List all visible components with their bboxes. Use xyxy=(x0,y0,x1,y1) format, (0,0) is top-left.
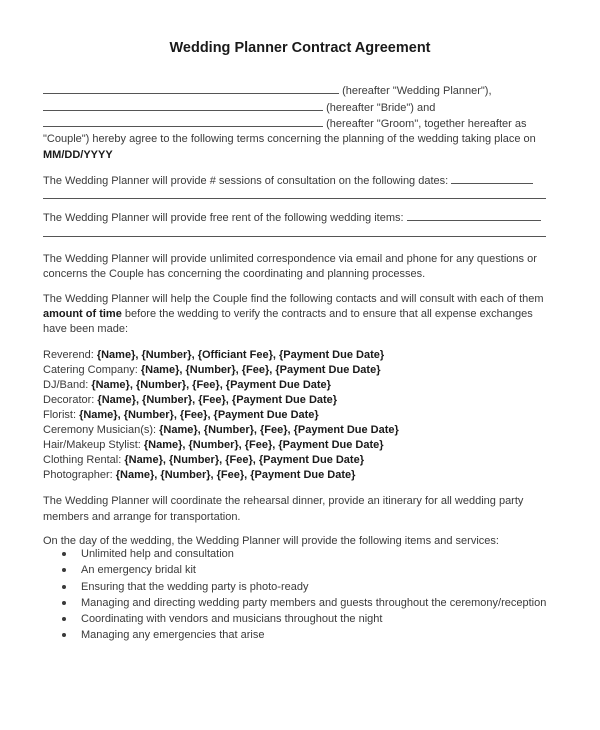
contact-label: Catering Company: xyxy=(43,364,138,376)
contact-label: Reverend: xyxy=(43,349,94,361)
correspondence-line-2: concerns the Couple has concerning the coordinating and planning processes. xyxy=(43,268,426,280)
rehearsal-line-2: members and arrange for transportation. xyxy=(43,511,241,523)
contact-decorator xyxy=(43,393,337,407)
rent-items-blank[interactable] xyxy=(407,211,541,221)
contacts-intro-line-3: have been made: xyxy=(43,323,129,335)
contact-label: Decorator: xyxy=(43,394,95,406)
bride-name-blank[interactable] xyxy=(43,101,323,111)
bullet-icon xyxy=(62,617,66,621)
contact-photographer xyxy=(43,468,355,482)
contact-fields: {Name}, {Number}, {Fee}, {Payment Due Date} xyxy=(140,364,381,376)
services-list xyxy=(62,547,546,645)
contact-label: Ceremony Musician(s): xyxy=(43,424,157,436)
list-item xyxy=(62,596,546,612)
contact-clothing-rental xyxy=(43,453,364,467)
service-text: Coordinating with vendors and musicians throughout the night xyxy=(81,613,383,626)
bullet-icon xyxy=(62,633,66,637)
list-item xyxy=(62,563,546,579)
wedding-date-value: MM/DD/YYYY xyxy=(43,149,113,161)
contact-label: Hair/Makeup Stylist: xyxy=(43,439,141,451)
contact-fields: {Name}, {Number}, {Fee}, {Payment Due Date} xyxy=(124,454,364,466)
contact-fields: {Name}, {Number}, {Fee}, {Payment Due Date} xyxy=(159,424,399,436)
correspondence-line-1: The Wedding Planner will provide unlimited correspondence via email and phone for any questions or xyxy=(43,253,537,265)
contact-fields: {Name}, {Number}, {Fee}, {Payment Due Date} xyxy=(91,379,331,391)
document-title: Wedding Planner Contract Agreement xyxy=(169,40,431,56)
contact-fields: {Name}, {Number}, {Fee}, {Payment Due Date} xyxy=(115,469,356,481)
contact-fields: {Name}, {Number}, {Fee}, {Payment Due Date} xyxy=(79,409,319,421)
contacts-intro-line-1: The Wedding Planner will help the Couple find the following contacts and will consult with each of them xyxy=(43,293,544,305)
amount-of-time: amount of time xyxy=(43,308,122,320)
planner-suffix: (hereafter "Wedding Planner"), xyxy=(342,85,492,97)
bullet-icon xyxy=(62,552,66,556)
groom-line xyxy=(43,117,526,131)
list-item xyxy=(62,547,546,563)
service-text: Ensuring that the wedding party is photo-ready xyxy=(81,580,309,593)
list-item xyxy=(62,612,546,628)
list-item xyxy=(62,580,546,596)
contact-hair-makeup xyxy=(43,438,384,452)
contact-label: Photographer: xyxy=(43,469,113,481)
rent-text: The Wedding Planner will provide free rent of the following wedding items: xyxy=(43,212,404,224)
service-text: Unlimited help and consultation xyxy=(81,548,234,560)
contact-florist xyxy=(43,408,319,422)
bullet-icon xyxy=(62,585,66,589)
contact-reverend xyxy=(43,348,384,362)
bullet-icon xyxy=(62,568,66,572)
bride-suffix: (hereafter "Bride") and xyxy=(326,102,436,114)
planner-name-blank[interactable] xyxy=(43,84,339,94)
rehearsal-line-1: The Wedding Planner will coordinate the rehearsal dinner, provide an itinerary for all wedding party xyxy=(43,495,524,507)
planner-line xyxy=(43,84,492,98)
contacts-intro-rest: before the wedding to verify the contracts and to ensure that all expense exchanges xyxy=(121,308,533,320)
list-item xyxy=(62,628,546,644)
contact-catering xyxy=(43,363,381,377)
consultation-dates-blank[interactable] xyxy=(451,174,533,184)
day-of-intro: On the day of the wedding, the Wedding Planner will provide the following items and services: xyxy=(43,535,499,547)
contact-label: Clothing Rental: xyxy=(43,454,122,466)
service-text: Managing and directing wedding party members and guests throughout the ceremony/reception xyxy=(81,596,547,609)
contact-ceremony-musicians xyxy=(43,423,399,437)
contact-dj-band xyxy=(43,378,331,392)
consultation-line xyxy=(43,174,533,188)
rent-line xyxy=(43,211,541,225)
groom-name-blank[interactable] xyxy=(43,117,323,127)
service-text: An emergency bridal kit xyxy=(81,564,196,577)
rent-items-rule[interactable] xyxy=(43,236,546,237)
contact-fields: {Name}, {Number}, {Officiant Fee}, {Payment Due Date} xyxy=(96,349,385,361)
consultation-dates-rule[interactable] xyxy=(43,198,546,199)
contacts-intro-line-2 xyxy=(43,307,533,321)
contact-label: DJ/Band: xyxy=(43,379,89,391)
groom-suffix: (hereafter "Groom", together hereafter as xyxy=(326,118,527,130)
service-text: Managing any emergencies that arise xyxy=(81,629,265,642)
consultation-text: The Wedding Planner will provide # sessions of consultation on the following dates: xyxy=(43,175,449,187)
contact-fields: {Name}, {Number}, {Fee}, {Payment Due Date} xyxy=(143,439,384,451)
wedding-date xyxy=(43,148,113,162)
couple-line: "Couple") hereby agree to the following terms concerning the planning of the wedding taking place on xyxy=(43,133,536,145)
contact-label: Florist: xyxy=(43,409,76,421)
contact-fields: {Name}, {Number}, {Fee}, {Payment Due Date} xyxy=(97,394,338,406)
bride-line xyxy=(43,101,435,115)
bullet-icon xyxy=(62,601,66,605)
